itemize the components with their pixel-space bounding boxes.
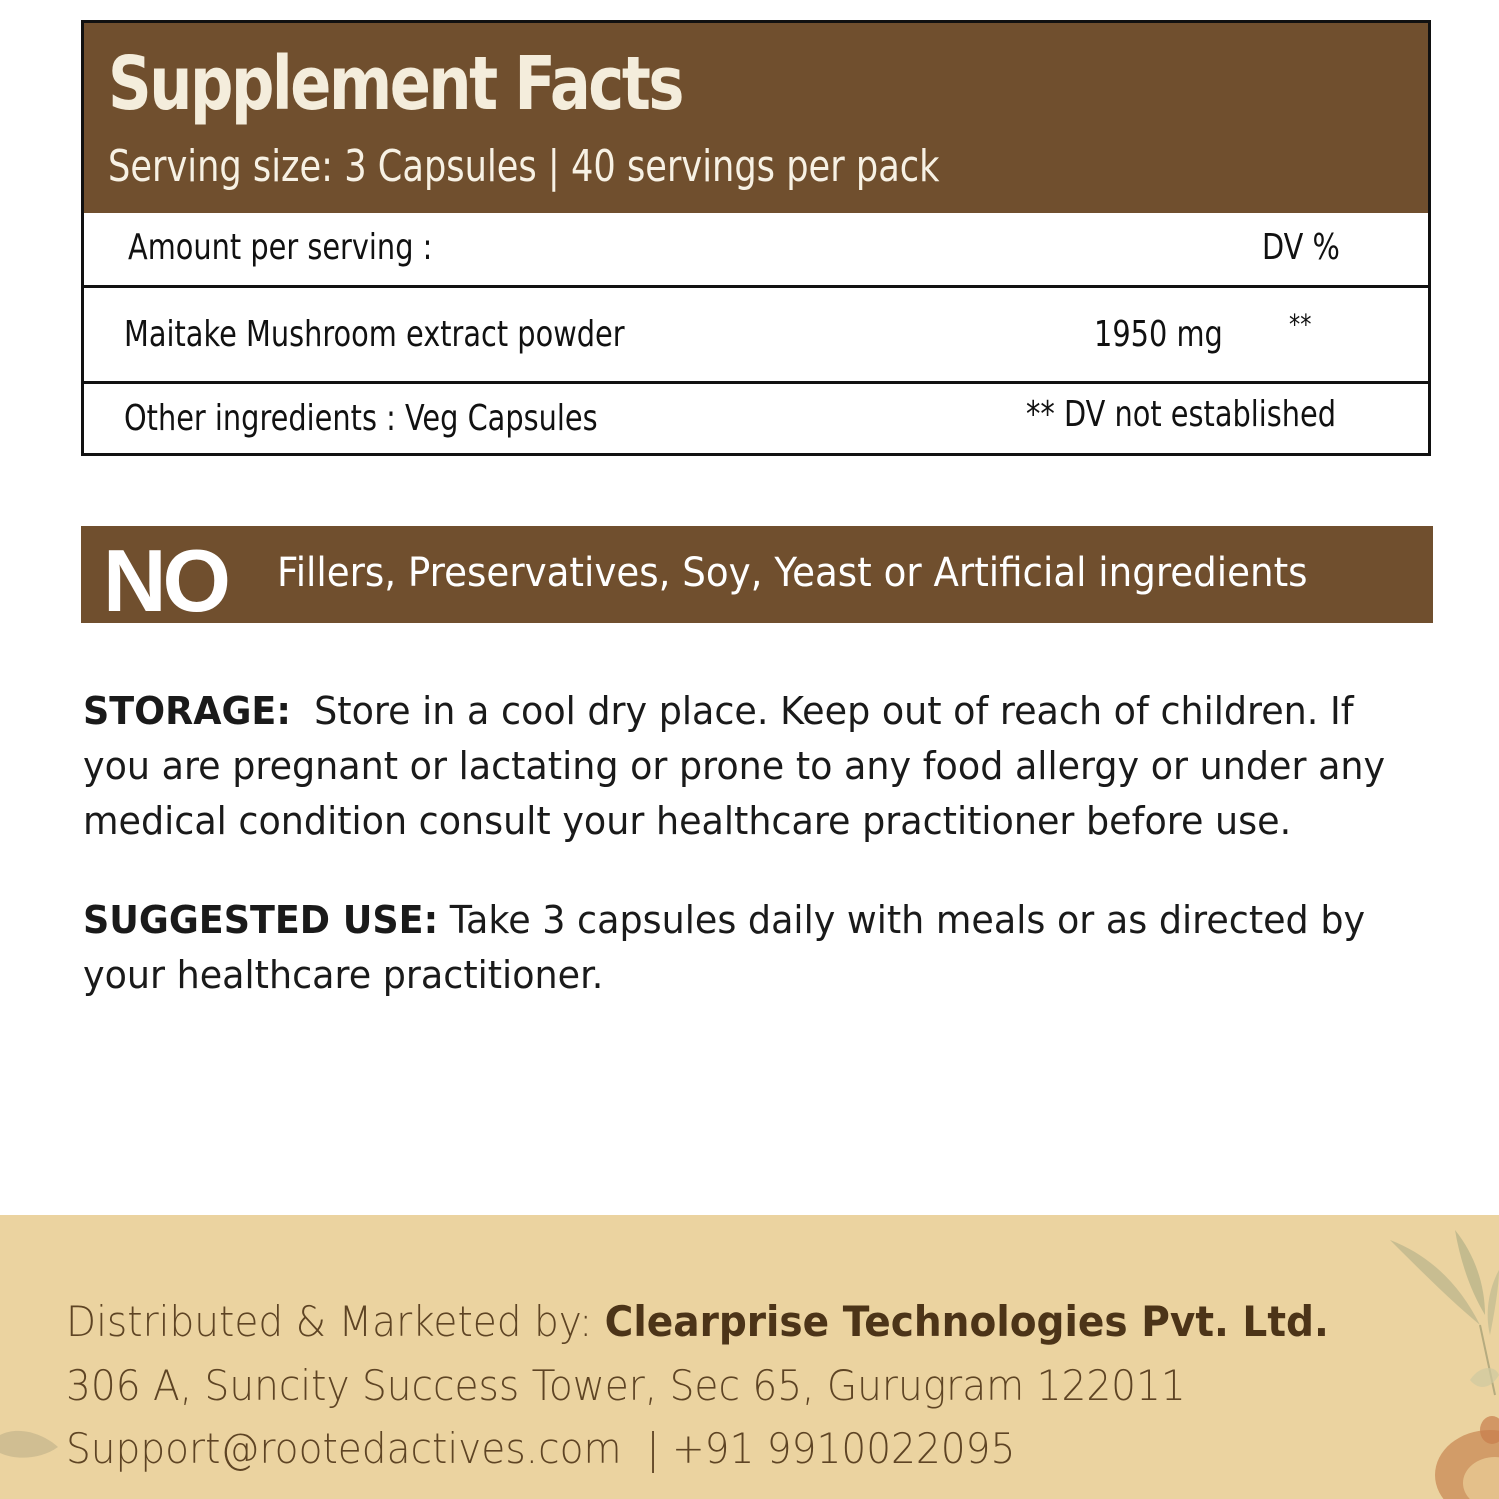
leaf-icon	[0, 1425, 60, 1465]
phone-number[interactable]: +91 9910022095	[671, 1424, 1016, 1473]
suggested-use-text: Take 3 capsules daily with meals or as directed by your healthcare practitioner.	[83, 898, 1366, 997]
address: 306 A, Suncity Success Tower, Sec 65, Gurugram 122011	[66, 1361, 1186, 1410]
other-ingredients-row	[84, 381, 1428, 453]
facts-header	[84, 23, 1428, 213]
serving-size: Serving size: 3 Capsules | 40 servings per pack	[108, 141, 940, 192]
no-word: NO	[103, 531, 227, 630]
amount-per-serving-label: Amount per serving :	[128, 227, 433, 268]
no-additives-banner	[81, 526, 1433, 630]
leaf-mushroom-illustration-icon	[1360, 1215, 1499, 1499]
amount-header-row	[84, 213, 1428, 285]
separator: |	[646, 1424, 660, 1473]
other-ingredients: Other ingredients : Veg Capsules	[124, 398, 598, 439]
storage-section	[83, 684, 1389, 849]
support-email[interactable]: Support@rootedactives.com	[66, 1424, 622, 1473]
no-additives-text: Fillers, Preservatives, Soy, Yeast or Artificial ingredients	[277, 550, 1308, 596]
supplement-facts-panel	[81, 20, 1431, 456]
distributor-footer	[0, 1215, 1499, 1499]
dv-footnote: ** DV not established	[1026, 394, 1337, 435]
distributed-label: Distributed & Marketed by:	[66, 1297, 593, 1346]
ingredient-dv: **	[1289, 308, 1312, 341]
storage-label: STORAGE:	[83, 689, 291, 733]
ingredient-amount: 1950 mg	[1094, 314, 1223, 355]
contact-line	[66, 1424, 1015, 1473]
ingredient-name: Maitake Mushroom extract powder	[124, 314, 625, 355]
suggested-use-label: SUGGESTED USE:	[83, 898, 439, 942]
facts-title: Supplement Facts	[108, 41, 683, 127]
suggested-use-section	[83, 893, 1389, 1003]
ingredient-row	[84, 285, 1428, 381]
company-name: Clearprise Technologies Pvt. Ltd.	[604, 1297, 1329, 1346]
distributor-line	[66, 1297, 1329, 1346]
storage-text: Store in a cool dry place. Keep out of reach of children. If you are pregnant or lactating or prone to any food allergy or under any medical condition consult your healthcare practitioner before use.	[83, 689, 1386, 843]
dv-percent-label: DV %	[1262, 227, 1340, 268]
